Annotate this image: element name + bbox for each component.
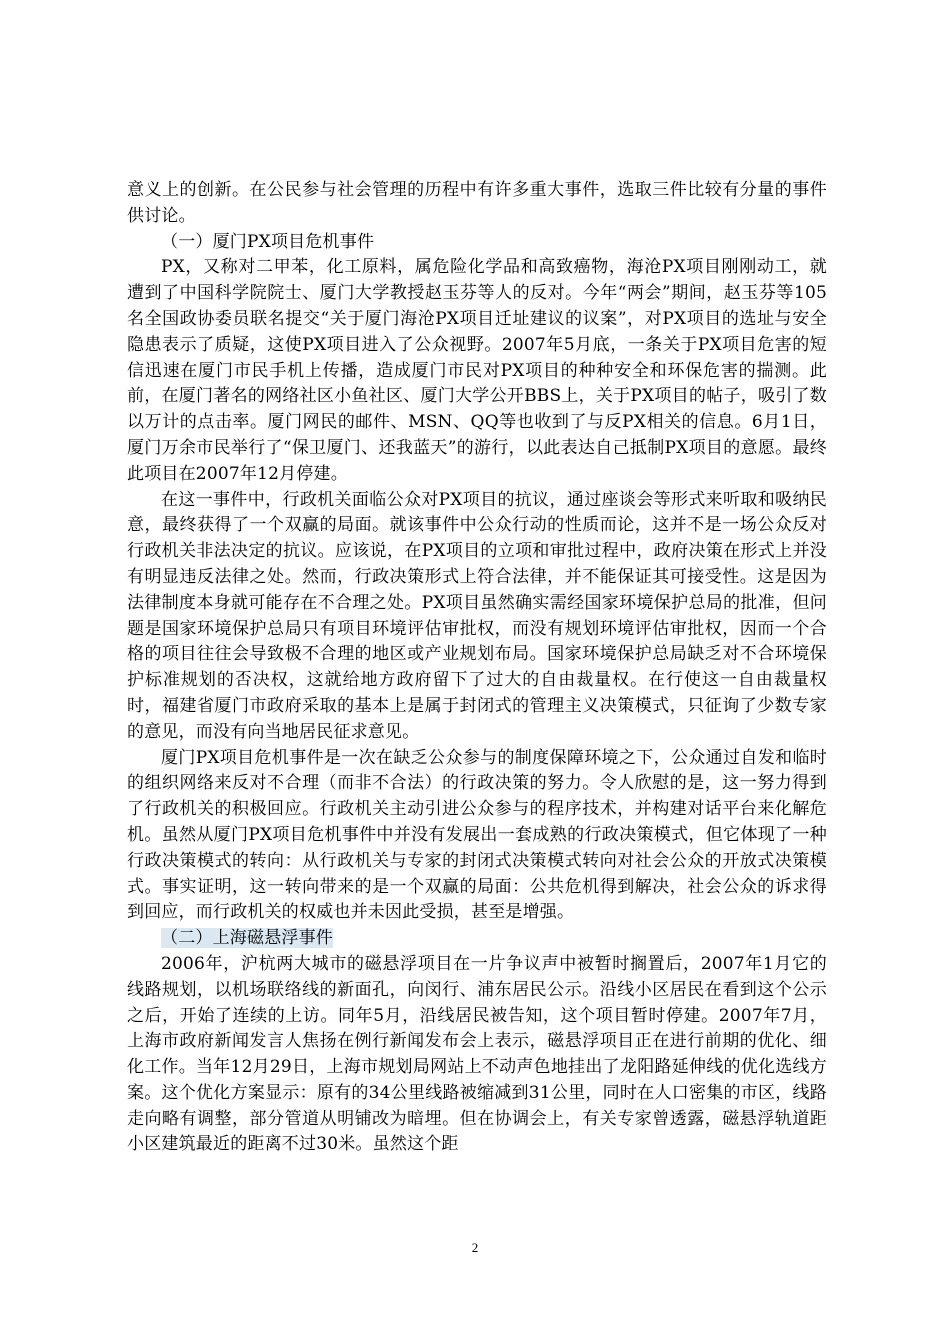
page-number: 2 [471, 1240, 479, 1255]
section-heading-shanghai-maglev [127, 926, 827, 952]
paragraph-px-conclusion: 厦门PX项目危机事件是一次在缺乏公众参与的制度保障环境之下，公众通过自发和临时的组织网络来反对不合理（而非不合法）的行政决策的努力。令人欣慰的是，这一努力得到了行政机关的积极回应。行政机关主动引进公众参与的程序技术，并构建对话平台来化解危机。虽然从厦门PX项目危机事件中并没有发展出一套成熟的行政决策模式，但它体现了一种行政决策模式的转向：从行政机关与专家的封闭式决策模式转向对社会公众的开放式决策模式。事实证明，这一转向带来的是一个双赢的局面：公共危机得到解决，社会公众的诉求得到回应，而行政机关的权威也并未因此受损，甚至是增强。 [127, 747, 827, 923]
heading-highlight: （二）上海磁悬浮事件 [161, 928, 333, 949]
section-heading-xiamen-px: （一）厦门PX项目危机事件 [161, 231, 375, 252]
paragraph-px-analysis: 在这一事件中，行政机关面临公众对PX项目的抗议，通过座谈会等形式来听取和吸纳民意，最终获得了一个双赢的局面。就该事件中公众行动的性质而论，这并不是一场公众反对行政机关非法决定的抗议。应该说，在PX项目的立项和审批过程中，政府决策在形式上并没有明显违反法律之处。然而，行政决策形式上符合法律，并不能保证其可接受性。这是因为法律制度本身就可能存在不合理之处。PX项目虽然确实需经国家环境保护总局的批准，但问题是国家环境保护总局只有项目环境评估审批权，而没有规划环境评估审批权，因而一个合格的项目往往会导致极不合理的地区或产业规划布局。国家环境保护总局缺乏对不合环境保护标准规划的否决权，这就给地方政府留下了过大的自由裁量权。在行使这一自由裁量权时，福建省厦门市政府采取的基本上是属于封闭式的管理主义决策模式，只征询了少数专家的意见，而没有向当地居民征求意见。 [127, 489, 827, 742]
paragraph-maglev-background: 2006年，沪杭两大城市的磁悬浮项目在一片争议声中被暂时搁置后，2007年1月它的线路规划，以机场联络线的新面孔，向闵行、浦东居民公示。沿线小区居民在看到这个公示之后，开始了连续的上访。同年5月，沿线居民被告知，这个项目暂时停建。2007年7月，上海市政府新闻发言人焦扬在例行新闻发布会上表示，磁悬浮项目正在进行前期的优化、细化工作。当年12月29日，上海市规划局网站上不动声色地挂出了龙阳路延伸线的优化选线方案。这个优化方案显示：原有的34公里线路被缩减到31公里，同时在人口密集的市区，线路走向略有调整，部分管道从明铺改为暗埋。但在协调会上，有关专家曾透露，磁悬浮轨道距小区建筑最近的距离不过30米。虽然这个距 [127, 953, 827, 1155]
paragraph-px-background: PX，又称对二甲苯，化工原料，属危险化学品和高致癌物，海沧PX项目刚刚动工，就遭到了中国科学院院士、厦门大学教授赵玉芬等人的反对。今年“两会”期间，赵玉芬等105名全国政协委员联名提交“关于厦门海沧PX项目迁址建议的议案”，对PX项目的选址与安全隐患表示了质疑，这使PX项目进入了公众视野。2007年5月底，一条关于PX项目危害的短信迅速在厦门市民手机上传播，造成厦门市民对PX项目的种种安全和环保危害的揣测。此前，在厦门著名的网络社区小鱼社区、厦门大学公开BBS上，关于PX项目的帖子，吸引了数以万计的点击率。厦门网民的邮件、MSN、QQ等也收到了与反PX相关的信息。6月1日，厦门万余市民举行了“保卫厦门、还我蓝天”的游行，以此表达自己抵制PX项目的意愿。最终此项目在2007年12月停建。 [127, 257, 827, 484]
paragraph-intro-continued: 意义上的创新。在公民参与社会管理的历程中有许多重大事件，选取三件比较有分量的事件供讨论。 [127, 180, 827, 226]
document-body [127, 178, 827, 1158]
